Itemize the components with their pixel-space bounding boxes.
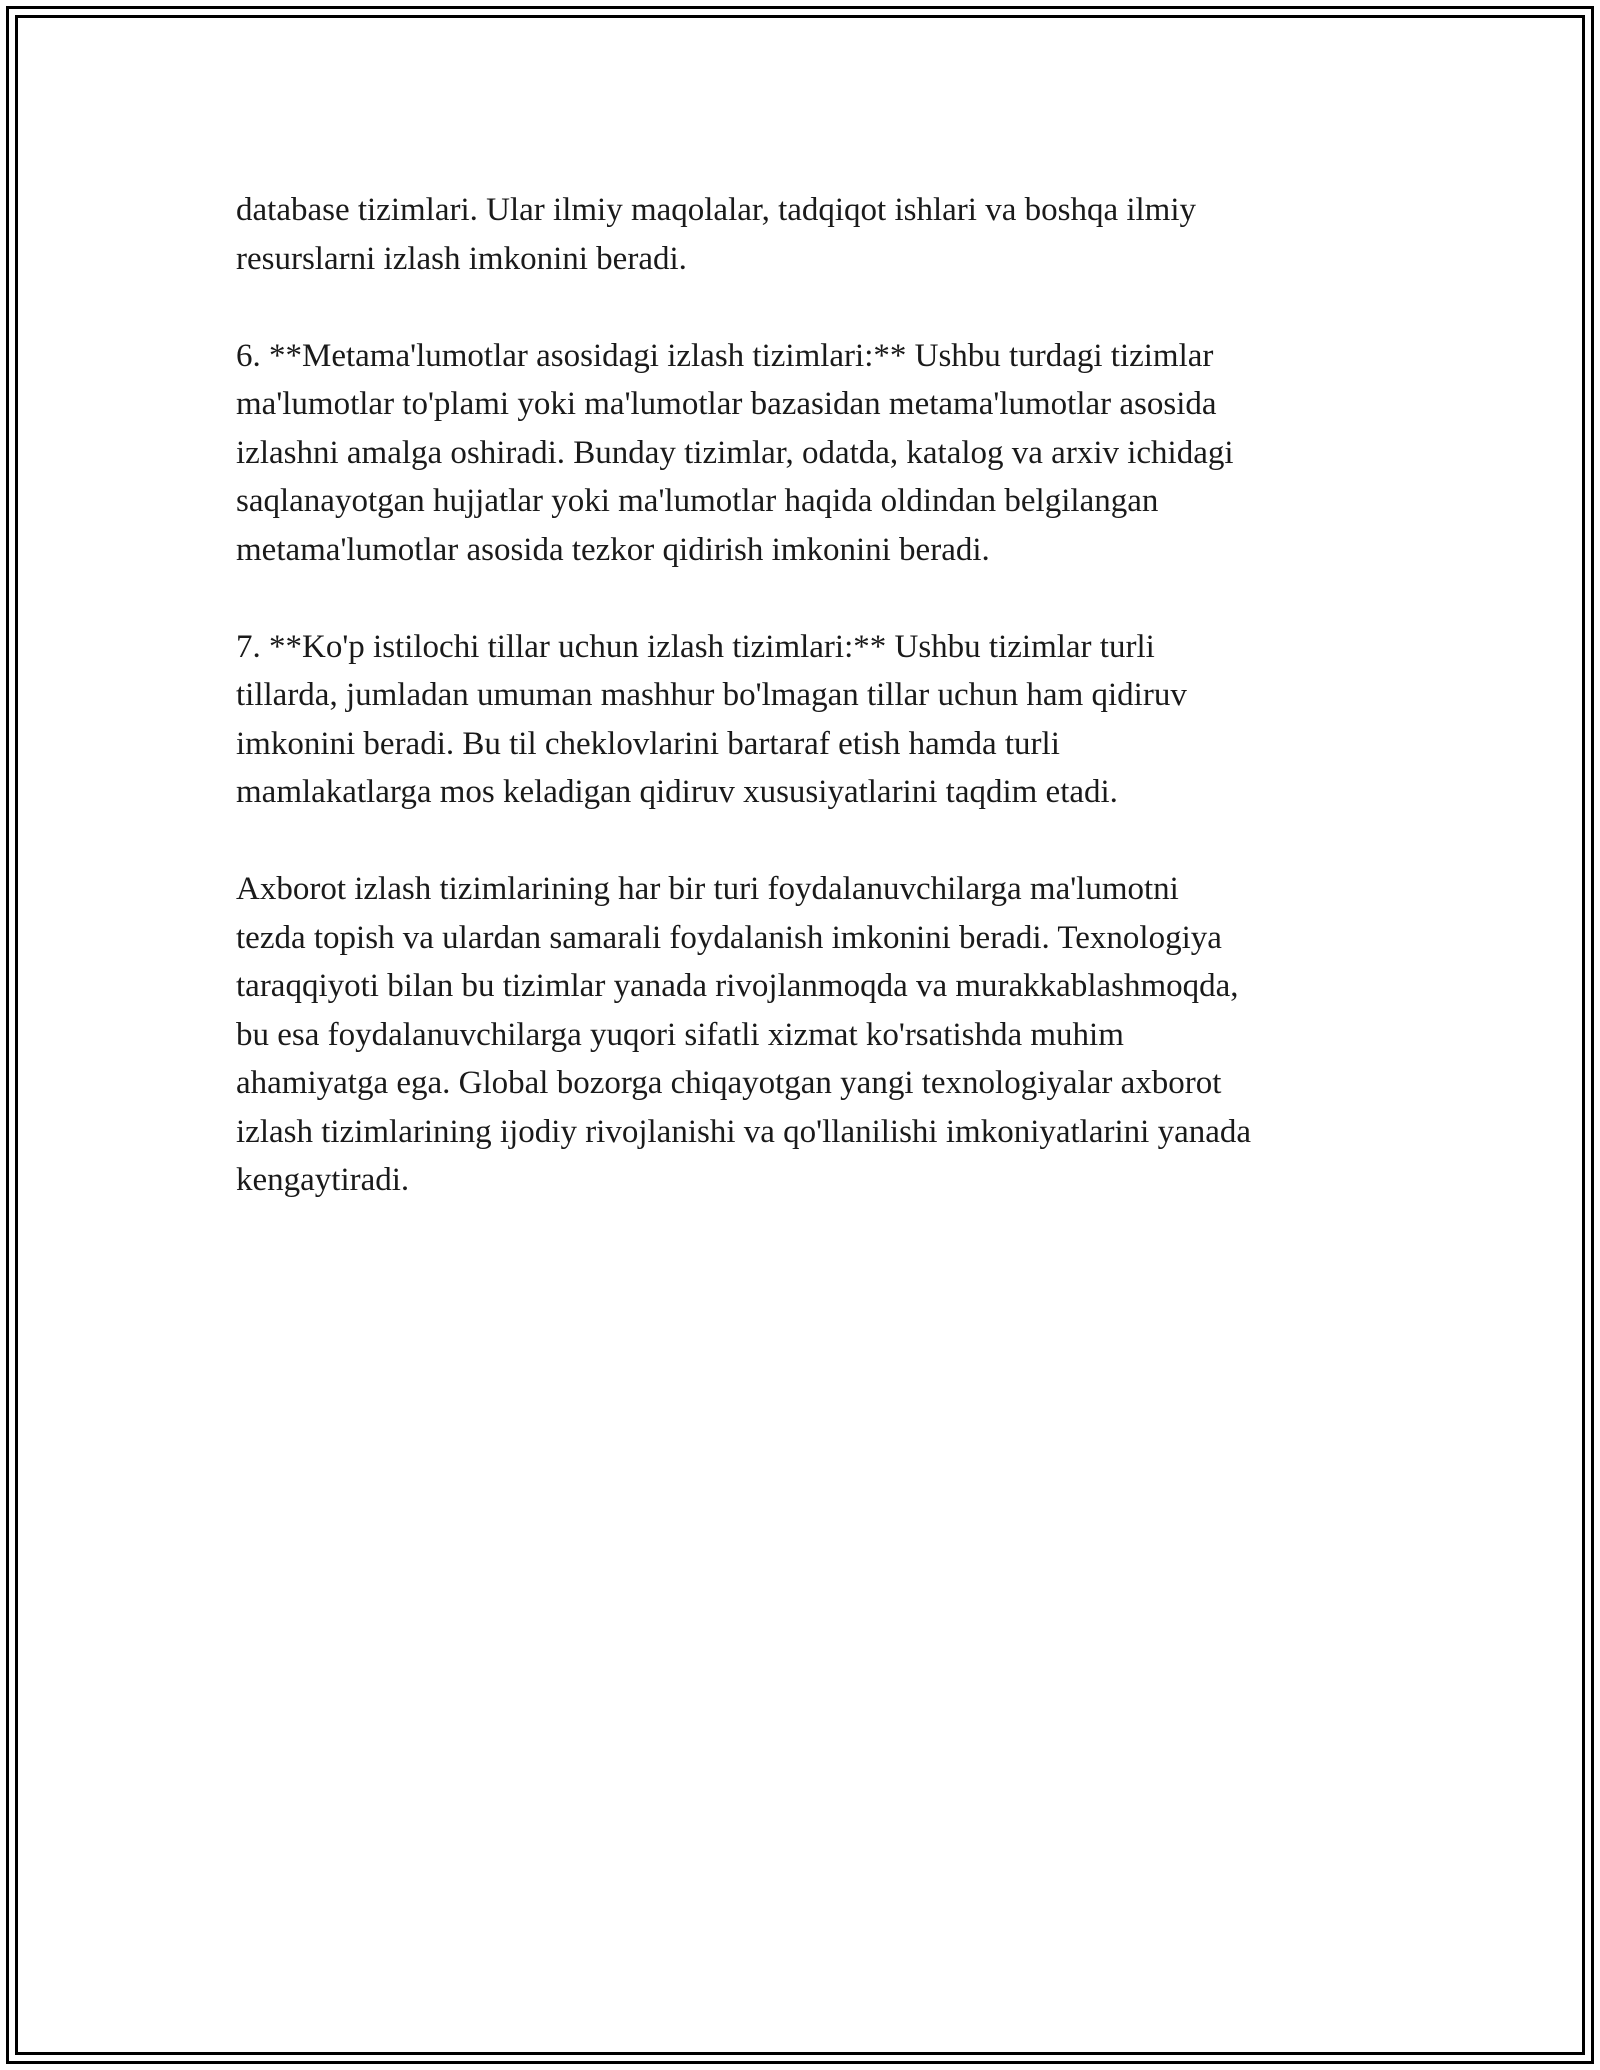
paragraph-item-6: 6. **Metama'lumotlar asosidagi izlash tizimlari:** Ushbu turdagi tizimlar ma'lumotlar to'plami yoki ma'lumotlar bazasidan metama'lumotlar asosida izlashni amalga oshiradi. Bunday tizimlar, odatda, katalog va arxiv ichidagi saqlanayotgan hujjatlar yoki ma'lumotlar haqida oldindan belgilangan metama'lumotlar asosida tezkor qidirish imkonini beradi. <box>236 337 1234 568</box>
paragraph-continuation: database tizimlari. Ular ilmiy maqolalar, tadqiqot ishlari va boshqa ilmiy resurslarni izlash imkonini beradi. <box>236 192 1197 277</box>
paragraph-conclusion: Axborot izlash tizimlarining har bir turi foydalanuvchilarga ma'lumotni tezda topish va ulardan samarali foydalanish imkonini beradi. Texnologiya taraqqiyoti bilan bu tizimlar yanada rivojlanmoqda va murakkablashmoqda, bu esa foydalanuvchilarga yuqori sifatli xizmat ko'rsatishda muhim ahamiyatga ega. Global bozorga chiqayotgan yangi texnologiyalar axborot izlash tizimlarining ijodiy rivojlanishi va qo'llanilishi imkoniyatlarini yanada kengaytiradi. <box>236 871 1252 1198</box>
paragraph-item-7: 7. **Ko'p istilochi tillar uchun izlash tizimlari:** Ushbu tizimlar turli tillarda, jumladan umuman mashhur bo'lmagan tillar uchun ham qidiruv imkonini beradi. Bu til cheklovlarini bartaraf etish hamda turli mamlakatlarga mos keladigan qidiruv xususiyatlarini taqdim etadi. <box>236 628 1187 810</box>
document-body <box>236 186 1386 1253</box>
